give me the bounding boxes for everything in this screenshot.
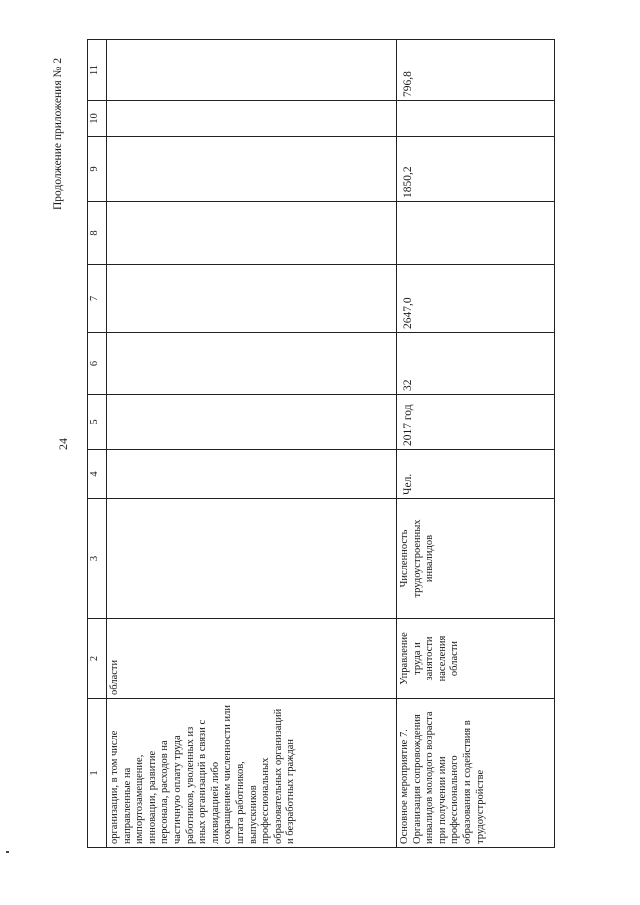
col-header-11: 11 bbox=[88, 40, 107, 101]
program-table-grid bbox=[87, 39, 555, 848]
responsible-executor: области bbox=[107, 619, 397, 699]
funding-col-11: 796,8 bbox=[397, 40, 555, 101]
indicator-value: 32 bbox=[397, 333, 555, 395]
col-header-6: 6 bbox=[88, 333, 107, 395]
funding-col-10 bbox=[107, 101, 397, 137]
responsible-executor: Управление труда и занятости населения области bbox=[397, 619, 555, 699]
col-header-5: 5 bbox=[88, 395, 107, 450]
table-row bbox=[397, 40, 555, 848]
col-header-9: 9 bbox=[88, 137, 107, 202]
continuation-note bbox=[51, 40, 75, 210]
period bbox=[107, 395, 397, 450]
funding-col-8 bbox=[107, 202, 397, 265]
funding-total bbox=[107, 265, 397, 333]
funding-col-11 bbox=[107, 40, 397, 101]
program-table bbox=[87, 40, 545, 848]
col-header-2: 2 bbox=[88, 619, 107, 699]
col-header-7: 7 bbox=[88, 265, 107, 333]
measure-description: организации, в том числе направленные на импортозамещение, инновации, развитие персонала, расходов на частичную оплату труда работников, уволенных из иных организаций в связи с ликвидацией либо сокращением численности или штата работников, выпускников профессиональных образовательных организаций и безработных граждан bbox=[107, 699, 397, 848]
page-number: 24 bbox=[56, 438, 70, 450]
indicator-name: Численность трудоустроенных инвалидов bbox=[397, 499, 555, 619]
col-header-1: 1 bbox=[88, 699, 107, 848]
indicator-name bbox=[107, 499, 397, 619]
funding-col-10 bbox=[397, 101, 555, 137]
scan-mark bbox=[6, 851, 9, 853]
table-row bbox=[107, 40, 397, 848]
col-header-3: 3 bbox=[88, 499, 107, 619]
measure-description: Основное мероприятие 7. Организация сопровождения инвалидов молодого возраста при получении ими профессионального образования и содействия в трудоустройстве bbox=[397, 699, 555, 848]
unit bbox=[107, 450, 397, 499]
unit: Чел. bbox=[397, 450, 555, 499]
funding-total: 2647,0 bbox=[397, 265, 555, 333]
indicator-value bbox=[107, 333, 397, 395]
continuation-note-text: Продолжение приложения № 2 bbox=[52, 57, 64, 210]
funding-col-9: 1850,2 bbox=[397, 137, 555, 202]
col-header-8: 8 bbox=[88, 202, 107, 265]
funding-col-9 bbox=[107, 137, 397, 202]
column-number-row bbox=[88, 40, 107, 848]
col-header-10: 10 bbox=[88, 101, 107, 137]
col-header-4: 4 bbox=[88, 450, 107, 499]
period: 2017 год bbox=[397, 395, 555, 450]
funding-col-8 bbox=[397, 202, 555, 265]
